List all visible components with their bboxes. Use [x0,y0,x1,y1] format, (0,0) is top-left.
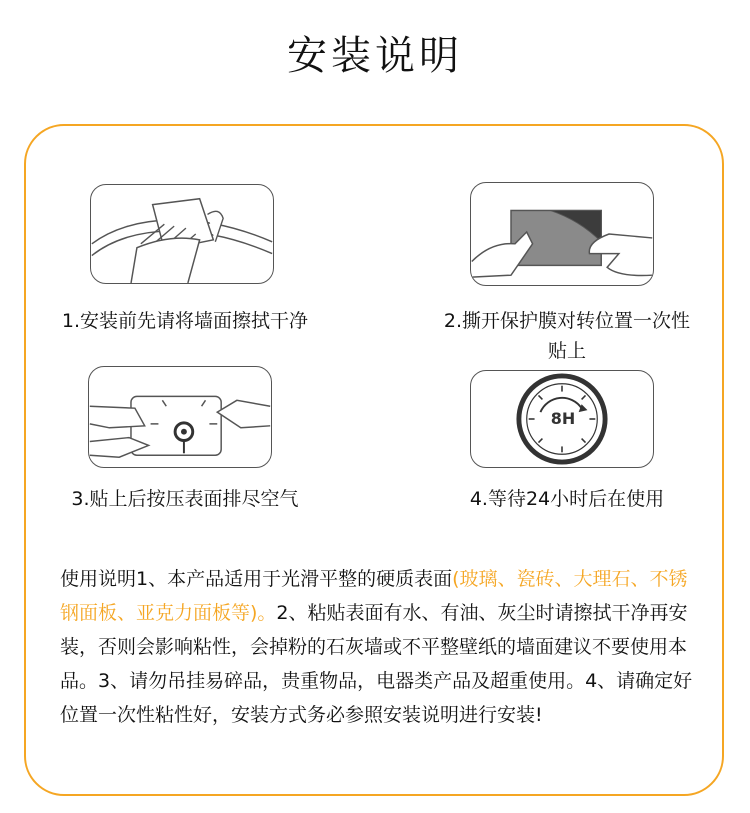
step-1-caption: 1.安装前先请将墙面擦拭干净 [61,310,309,332]
wipe-wall-icon [90,184,274,284]
step-4-caption: 4.等待24小时后在使用 [469,488,665,510]
notes-part2: 2、粘贴表面有水、有油、灰尘时请擦拭干净再安装，否则会影响粘性，会掉粉的石灰墙或不平整壁纸的墙面建议不要使用本品。3、请勿吊挂易碎品，贵重物品，电器类产品及超重使用。4、请确定好位置一次性粘性好，安装方式务必参照安装说明进行安装! [60,602,693,726]
notes-part1: 使用说明1、本产品适用于光滑平整的硬质表面 [60,568,453,590]
peel-film-icon [470,182,654,286]
clock-badge: 8H [550,409,576,428]
usage-notes [60,562,700,732]
page-title: 安装说明 [287,33,463,79]
step-2-caption [414,306,720,366]
step-2-caption-line2: 贴上 [547,340,586,362]
clock-wait-icon [470,370,654,468]
step-2-caption-line1: 2.撕开保护膜对转位置一次性 [443,310,691,332]
press-air-icon [88,366,272,468]
notes-highlight: (玻璃、瓷砖、大理石、不锈钢面板、亚克力面板等)。 [60,568,688,624]
step-3-caption: 3.贴上后按压表面排尽空气 [71,488,299,510]
